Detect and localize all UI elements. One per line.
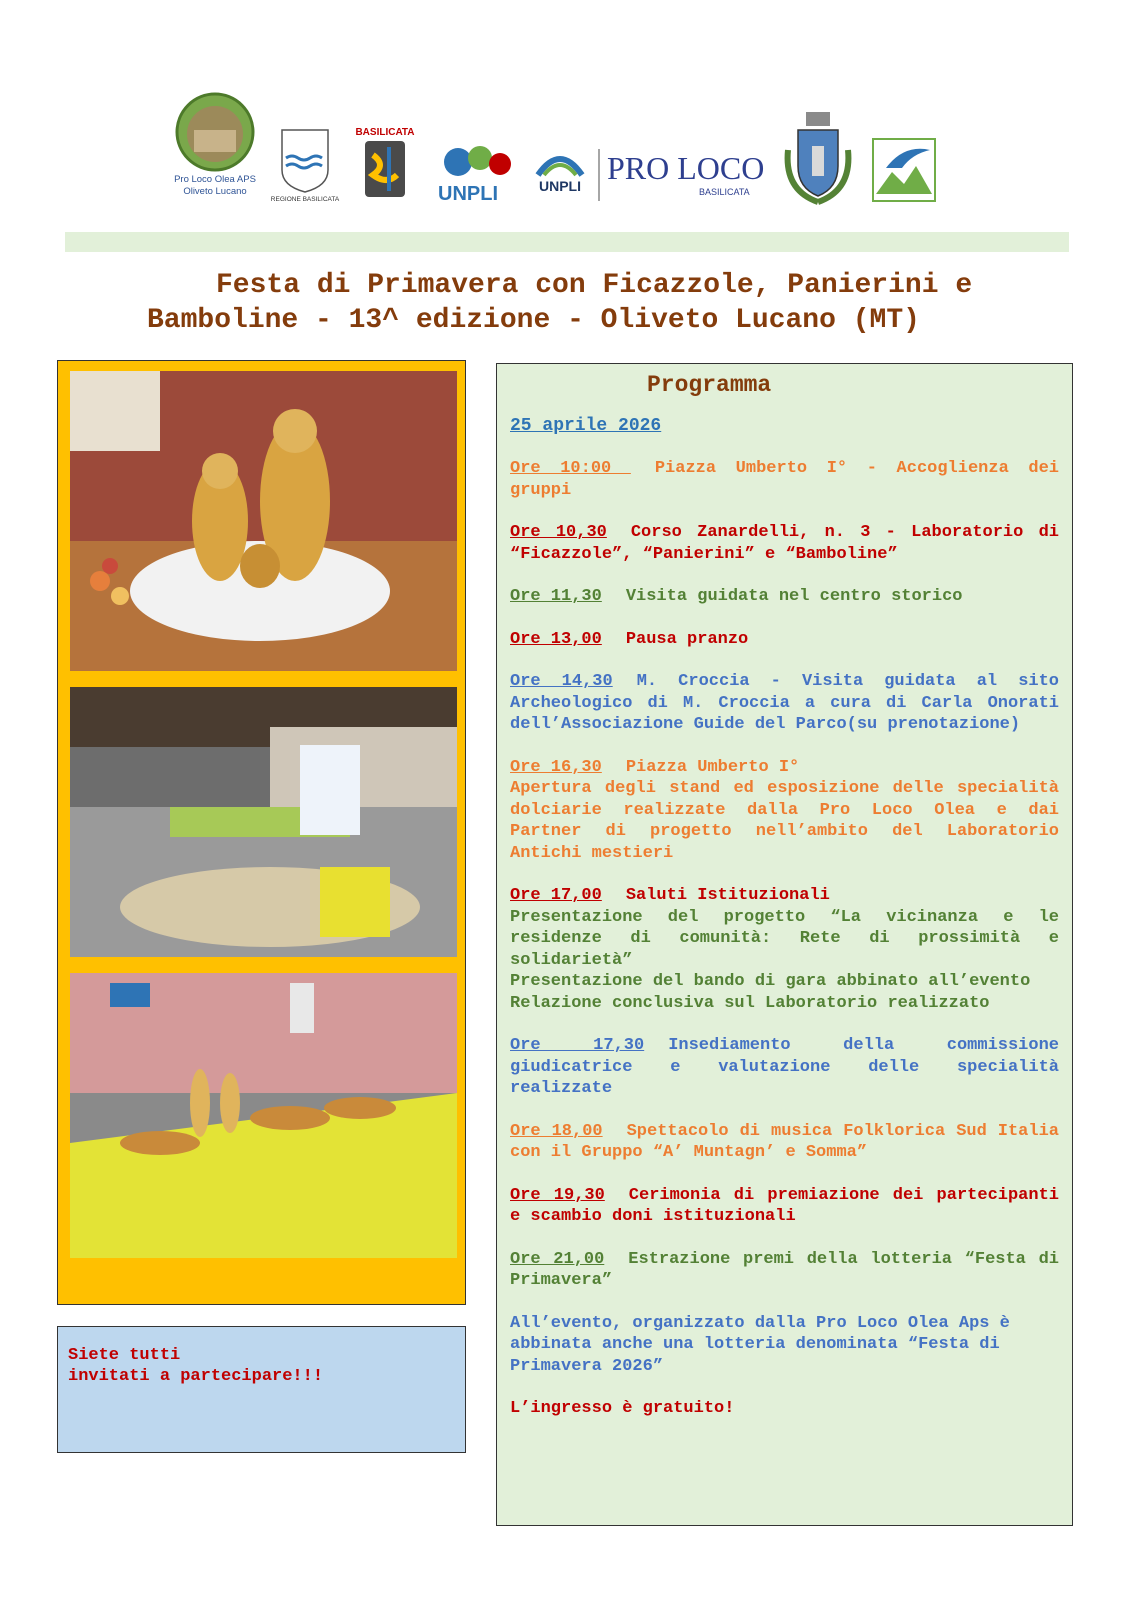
title-line-2: Bamboline - 13^ edizione - Oliveto Lucano (MT) bbox=[147, 305, 920, 336]
item-text: Pausa pranzo bbox=[625, 629, 749, 649]
basilicata-turistica-logo bbox=[355, 125, 415, 205]
program-item bbox=[510, 671, 1059, 736]
item-time: Ore 19,30 bbox=[510, 1185, 605, 1205]
header-green-bar bbox=[65, 232, 1069, 252]
item-detail: Relazione conclusiva sul Laboratorio realizzato bbox=[510, 993, 990, 1013]
item-time: Ore 17,30 bbox=[510, 1036, 645, 1055]
item-time: Ore 11,30 bbox=[510, 587, 602, 606]
item-text: Corso Zanardelli, n. 3 - Laboratorio di “Ficazzole”, “Panierini” e “Bamboline” bbox=[510, 523, 1059, 564]
program-item bbox=[510, 629, 1059, 651]
regione-basilicata-logo bbox=[270, 128, 340, 203]
invite-line-1: Siete tutti bbox=[68, 1346, 181, 1365]
program-item bbox=[510, 757, 1059, 865]
invite-line-2: invitati a partecipare!!! bbox=[68, 1367, 324, 1386]
program-item bbox=[510, 1035, 1059, 1100]
item-text: Piazza Umberto I° bbox=[625, 757, 800, 777]
item-text: Saluti Istituzionali bbox=[625, 886, 830, 905]
item-detail: Apertura degli stand ed esposizione delle specialità dolciarie realizzate dalla Pro Loco Olea e dai Partner di progetto nell’ambito del Laboratorio Antichi mestieri bbox=[510, 779, 1059, 863]
park-logo bbox=[872, 138, 936, 202]
invite-box bbox=[57, 1326, 466, 1453]
program-date: 25 aprile 2026 bbox=[510, 416, 662, 436]
item-time: Ore 16,30 bbox=[510, 757, 602, 777]
title-line-1: Festa di Primavera con Ficazzole, Panierini e bbox=[216, 270, 973, 301]
item-time: Ore 18,00 bbox=[510, 1121, 603, 1141]
program-item bbox=[510, 586, 1059, 608]
unpli-label-2: UNPLI bbox=[539, 178, 581, 194]
proloco-basilicata-logo bbox=[595, 145, 775, 205]
unpli-logo-2 bbox=[530, 145, 590, 205]
item-time: Ore 10,30 bbox=[510, 523, 607, 542]
program-item bbox=[510, 522, 1059, 565]
item-text: M. Croccia - Visita guidata al sito Archeologico di M. Croccia a cura di Carla Onorati dell’Associazione Guide del Parco(su prenotazione) bbox=[510, 672, 1059, 734]
program-panel bbox=[496, 363, 1073, 1526]
program-title: Programma bbox=[647, 372, 772, 398]
photo-stands bbox=[70, 687, 457, 957]
photo-frame bbox=[57, 360, 466, 1305]
item-time: Ore 21,00 bbox=[510, 1249, 605, 1269]
program-item bbox=[510, 1121, 1059, 1164]
proloco-brand: PRO LOCO bbox=[607, 150, 765, 186]
item-time: Ore 10:00 bbox=[510, 459, 631, 478]
photo-desserts-table bbox=[70, 973, 457, 1258]
item-detail: Presentazione del progetto “La vicinanza e le residenze di comunità: Rete di prossimità e solidarietà” bbox=[510, 907, 1059, 970]
item-text: Piazza Umberto I° - Accoglienza dei gruppi bbox=[510, 459, 1059, 500]
item-text: Insediamento della commissione giudicatrice e valutazione delle specialità realizzate bbox=[510, 1036, 1059, 1098]
item-text: Spettacolo di musica Folklorica Sud Italia con il Gruppo “A’ Muntagn’ e Somma” bbox=[510, 1121, 1059, 1162]
page-title bbox=[100, 268, 1040, 338]
item-text: Visita guidata nel centro storico bbox=[625, 587, 963, 606]
proloco-olea-place: Oliveto Lucano bbox=[183, 186, 247, 197]
item-text: Estrazione premi della lotteria “Festa di Primavera” bbox=[510, 1249, 1059, 1290]
program-item bbox=[510, 885, 1059, 1014]
item-time: Ore 14,30 bbox=[510, 672, 613, 691]
regione-label: REGIONE BASILICATA bbox=[270, 196, 340, 203]
program-item bbox=[510, 1249, 1059, 1292]
program-item bbox=[510, 1185, 1059, 1228]
program-item bbox=[510, 458, 1059, 501]
proloco-olea-name: Pro Loco Olea APS bbox=[174, 174, 256, 185]
item-detail: Presentazione del bando di gara abbinato all’evento bbox=[510, 972, 1031, 991]
proloco-region: BASILICATA bbox=[699, 187, 750, 197]
municipal-coat-of-arms bbox=[782, 110, 854, 205]
basilicata-label: BASILICATA bbox=[355, 127, 415, 138]
unpli-label-1: UNPLI bbox=[438, 183, 498, 205]
logo-strip bbox=[170, 90, 970, 215]
unpli-logo-1 bbox=[428, 140, 523, 205]
proloco-olea-logo bbox=[170, 90, 260, 200]
item-text: Cerimonia di premiazione dei partecipanti e scambio doni istituzionali bbox=[510, 1185, 1059, 1226]
item-time: Ore 13,00 bbox=[510, 629, 602, 649]
free-entry-note: L’ingresso è gratuito! bbox=[510, 1399, 735, 1418]
item-time: Ore 17,00 bbox=[510, 886, 602, 905]
photo-bamboline bbox=[70, 371, 457, 671]
lottery-note: All’evento, organizzato dalla Pro Loco Olea Aps è abbinata anche una lotteria denominata “Festa di Primavera 2026” bbox=[510, 1313, 1010, 1376]
